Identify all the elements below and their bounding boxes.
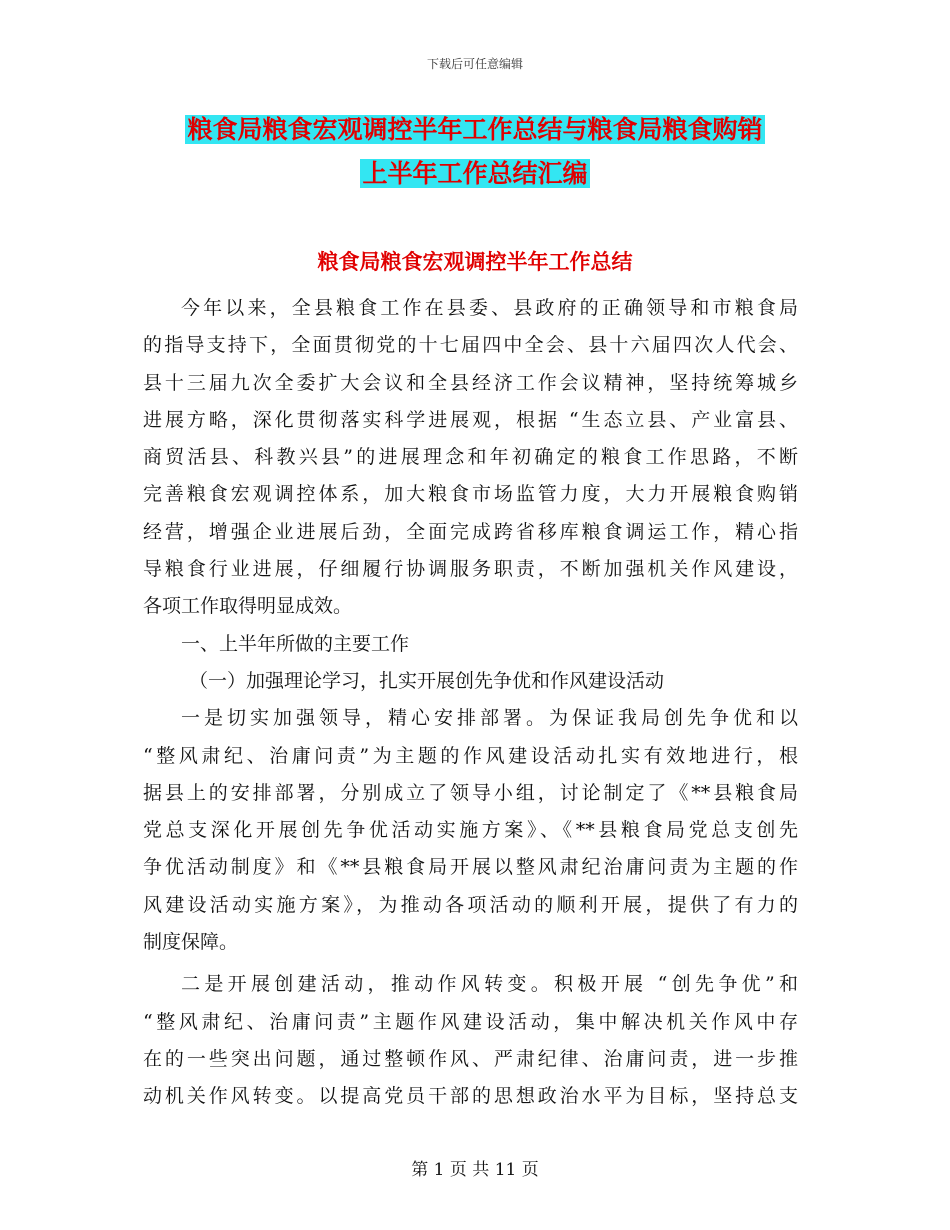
body-line: 商贸活县、科教兴县”的进展理念和年初确定的粮食工作思路，不断 [143,446,798,469]
document-body [143,290,798,1116]
body-line: 争优活动制度》和《**县粮食局开展以整风肃纪治庸问责为主题的作 [143,856,798,879]
body-line: 据县上的安排部署，分别成立了领导小组，讨论制定了《**县粮食局 [143,781,798,804]
document-title-text-1: 粮食局粮食宏观调控半年工作总结与粮食局粮食购销 [187,115,763,144]
body-line: “整风肃纪、治庸问责”为主题的作风建设活动扎实有效地进行，根 [143,744,798,767]
document-title-line-1 [150,108,800,152]
body-line: 进展方略，深化贯彻落实科学进展观，根据 “生态立县、产业富县、 [143,408,798,431]
body-line: 二是开展创建活动，推动作风转变。积极开展 “创先争优”和 [181,973,798,996]
body-line: 风建设活动实施方案》，为推动各项活动的顺利开展，提供了有力的 [143,893,798,916]
body-line: 的指导支持下，全面贯彻党的十七届四中全会、县十六届四次人代会、 [143,334,798,357]
body-line: 完善粮食宏观调控体系，加大粮食市场监管力度，大力开展粮食购销 [143,483,798,506]
body-line: 各项工作取得明显成效。 [143,595,353,618]
header-note: 下载后可任意编辑 [426,57,523,71]
body-line: 经营，增强企业进展后劲，全面完成跨省移库粮食调运工作，精心指 [143,520,798,543]
document-title-text-2: 上半年工作总结汇编 [362,159,588,188]
body-line: 党总支深化开展创先争优活动实施方案》、《**县粮食局党总支创先 [143,819,798,842]
subsection-heading: （一）加强理论学习，扎实开展创先争优和作风建设活动 [189,669,665,692]
body-line: 制度保障。 [143,931,239,954]
body-line: 县十三届九次全委扩大会议和全县经济工作会议精神，坚持统筹城乡 [143,371,798,394]
body-line: 在的一些突出问题，通过整顿作风、严肃纪律、治庸问责，进一步推 [143,1047,798,1070]
body-line: 动机关作风转变。以提高党员干部的思想政治水平为目标，坚持总支 [143,1085,798,1108]
body-line: 导粮食行业进展，仔细履行协调服务职责，不断加强机关作风建设， [143,558,798,581]
page-number-footer: 第 1 页 共 11 页 [411,1160,539,1180]
body-line: 一是切实加强领导，精心安排部署。为保证我局创先争优和以 [181,707,798,730]
section-title: 粮食局粮食宏观调控半年工作总结 [317,250,633,274]
section-heading: 一、上半年所做的主要工作 [181,632,410,655]
body-line: “整风肃纪、治庸问责”主题作风建设活动，集中解决机关作风中存 [143,1010,798,1033]
body-line: 今年以来，全县粮食工作在县委、县政府的正确领导和市粮食局 [181,297,798,319]
document-title-line-2 [150,152,800,196]
